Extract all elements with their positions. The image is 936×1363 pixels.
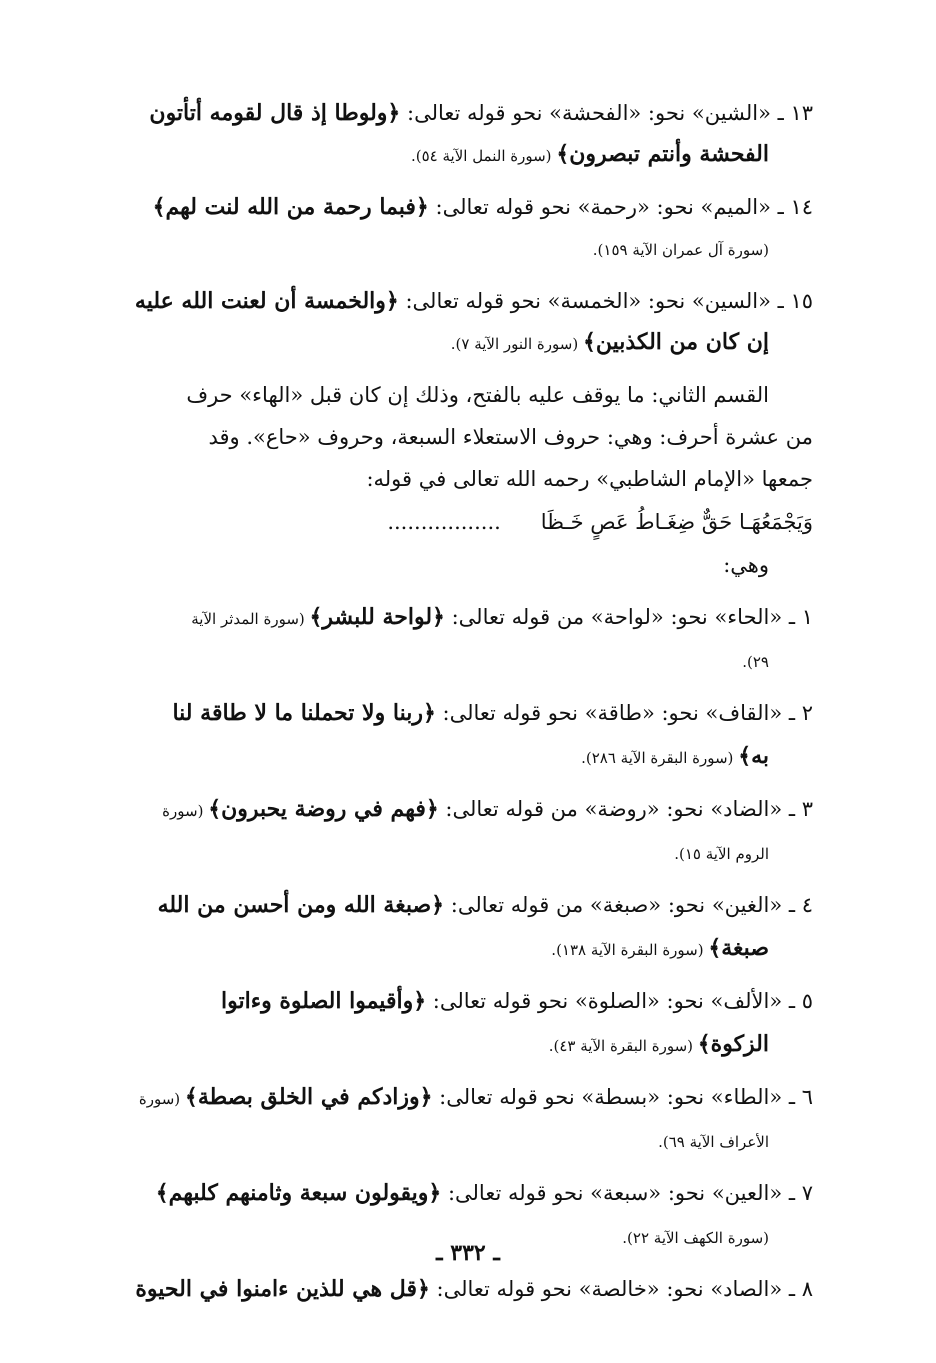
quran-verse: ﴿وأقيموا الصلوة وءاتوا	[221, 988, 427, 1014]
list-item	[108, 1268, 813, 1312]
quran-verse: ﴿صبغة الله ومن أحسن من الله	[157, 892, 445, 918]
entry-text: ٣ ـ «الضاد» نحو: «روضة» من قوله تعالى:	[438, 797, 813, 821]
section-paragraph	[108, 374, 813, 500]
poem-verse	[108, 500, 813, 544]
quran-verse: ﴿لواحة للبشر﴾	[309, 604, 445, 630]
surah-reference: (سورة البقرة الآية ١٣٨).	[551, 941, 709, 959]
paragraph-line: القسم الثاني: ما يوقف عليه بالفتح، وذلك إن كان قبل «الهاء» حرف	[186, 383, 769, 407]
quran-verse: ﴿ويقولون سبعة وثامنهم كلبهم﴾	[155, 1180, 442, 1206]
entry-text: ٧ ـ «العين» نحو: «سبعة» نحو قوله تعالى:	[441, 1181, 813, 1205]
surah-reference: (سورة البقرة الآية ٤٣).	[548, 1037, 698, 1055]
surah-reference: ٢٩).	[742, 653, 769, 671]
entry-text: ٨ ـ «الصاد» نحو: «خالصة» نحو قوله تعالى:	[429, 1277, 813, 1301]
list-item	[108, 884, 813, 970]
entry-text: ١٣ ـ «الشين» نحو: «الفحشة» نحو قوله تعالى:	[400, 101, 813, 125]
ellipsis-dots: .................	[387, 510, 501, 534]
quran-verse: به﴾	[738, 743, 769, 769]
list-item	[108, 186, 813, 270]
paragraph-line: جمعها «الإمام الشاطبي» رحمه الله تعالى في قوله:	[366, 467, 813, 491]
entry-text: ٤ ـ «الغين» نحو: «صبغة» من قوله تعالى:	[444, 893, 813, 917]
paragraph-line: من عشرة أحرف: وهي: حروف الاستعلاء السبعة، وحروف «حاع». وقد	[208, 425, 813, 449]
surah-reference: الأعراف الآية ٦٩).	[658, 1133, 769, 1151]
surah-reference: (سورة المدثر الآية	[191, 610, 310, 628]
intro-label: وهي:	[723, 553, 769, 577]
surah-reference: (سورة البقرة الآية ٢٨٦).	[581, 749, 739, 767]
surah-reference: (سورة الكهف الآية ٢٢).	[622, 1229, 769, 1247]
page-number: ـ ٣٣٢ ـ	[436, 1240, 500, 1266]
surah-reference: الروم الآية ١٥).	[674, 845, 769, 863]
entry-text: ٦ ـ «الطاء» نحو: «بسطة» نحو قوله تعالى:	[432, 1085, 813, 1109]
entry-text: ١٤ ـ «الميم» نحو: «رحمة» نحو قوله تعالى:	[428, 195, 813, 219]
list-item	[108, 692, 813, 778]
surah-reference: (سورة	[138, 1090, 185, 1108]
list-item	[108, 788, 813, 874]
list-item	[108, 980, 813, 1066]
entry-text: ١ ـ «الحاء» نحو: «لواحة» من قوله تعالى:	[444, 605, 813, 629]
page-body	[108, 92, 813, 1322]
surah-reference: (سورة	[162, 802, 209, 820]
quran-verse: ﴿فهم في روضة يحبرون﴾	[208, 796, 439, 822]
quran-verse: ﴿قل هي للذين ءامنوا في الحيوة	[135, 1276, 430, 1302]
quran-verse: ﴿ولوطا إذ قال لقومه أتأتون	[149, 100, 401, 126]
entry-text: ١٥ ـ «السين» نحو: «الخمسة» نحو قوله تعالى:	[398, 289, 813, 313]
entry-text: ٢ ـ «القاف» نحو: «طاقة» نحو قوله تعالى:	[435, 701, 813, 725]
surah-reference: (سورة آل عمران الآية ١٥٩).	[592, 241, 769, 259]
quran-verse: الزكوة﴾	[697, 1031, 769, 1057]
surah-reference: (سورة النور الآية ٧).	[450, 335, 583, 353]
quran-verse: صبغة﴾	[708, 935, 769, 961]
quran-verse: الفحشة وأنتم تبصرون﴾	[556, 141, 769, 167]
list-item	[108, 596, 813, 682]
poem-text: وَيَجْمَعُهَـا حَقٌّ ضِغَـاطُ عَصٍ خَـظَا	[540, 510, 813, 534]
surah-reference: (سورة النمل الآية ٥٤).	[410, 147, 557, 165]
list-item	[108, 1076, 813, 1162]
list-item	[108, 92, 813, 176]
list-item	[108, 280, 813, 364]
quran-verse: ﴿والخمسة أن لعنت الله عليه	[134, 288, 399, 314]
quran-verse: ﴿وزادكم في الخلق بصطة﴾	[184, 1084, 433, 1110]
quran-verse: إن كان من الكذبين﴾	[582, 329, 769, 355]
quran-verse: ﴿فبما رحمة من الله لنت لهم﴾	[152, 194, 429, 220]
entry-text: ٥ ـ «الألف» نحو: «الصلوة» نحو قوله تعالى:	[426, 989, 813, 1013]
quran-verse: ﴿ربنا ولا تحملنا ما لا طاقة لنا	[172, 700, 436, 726]
